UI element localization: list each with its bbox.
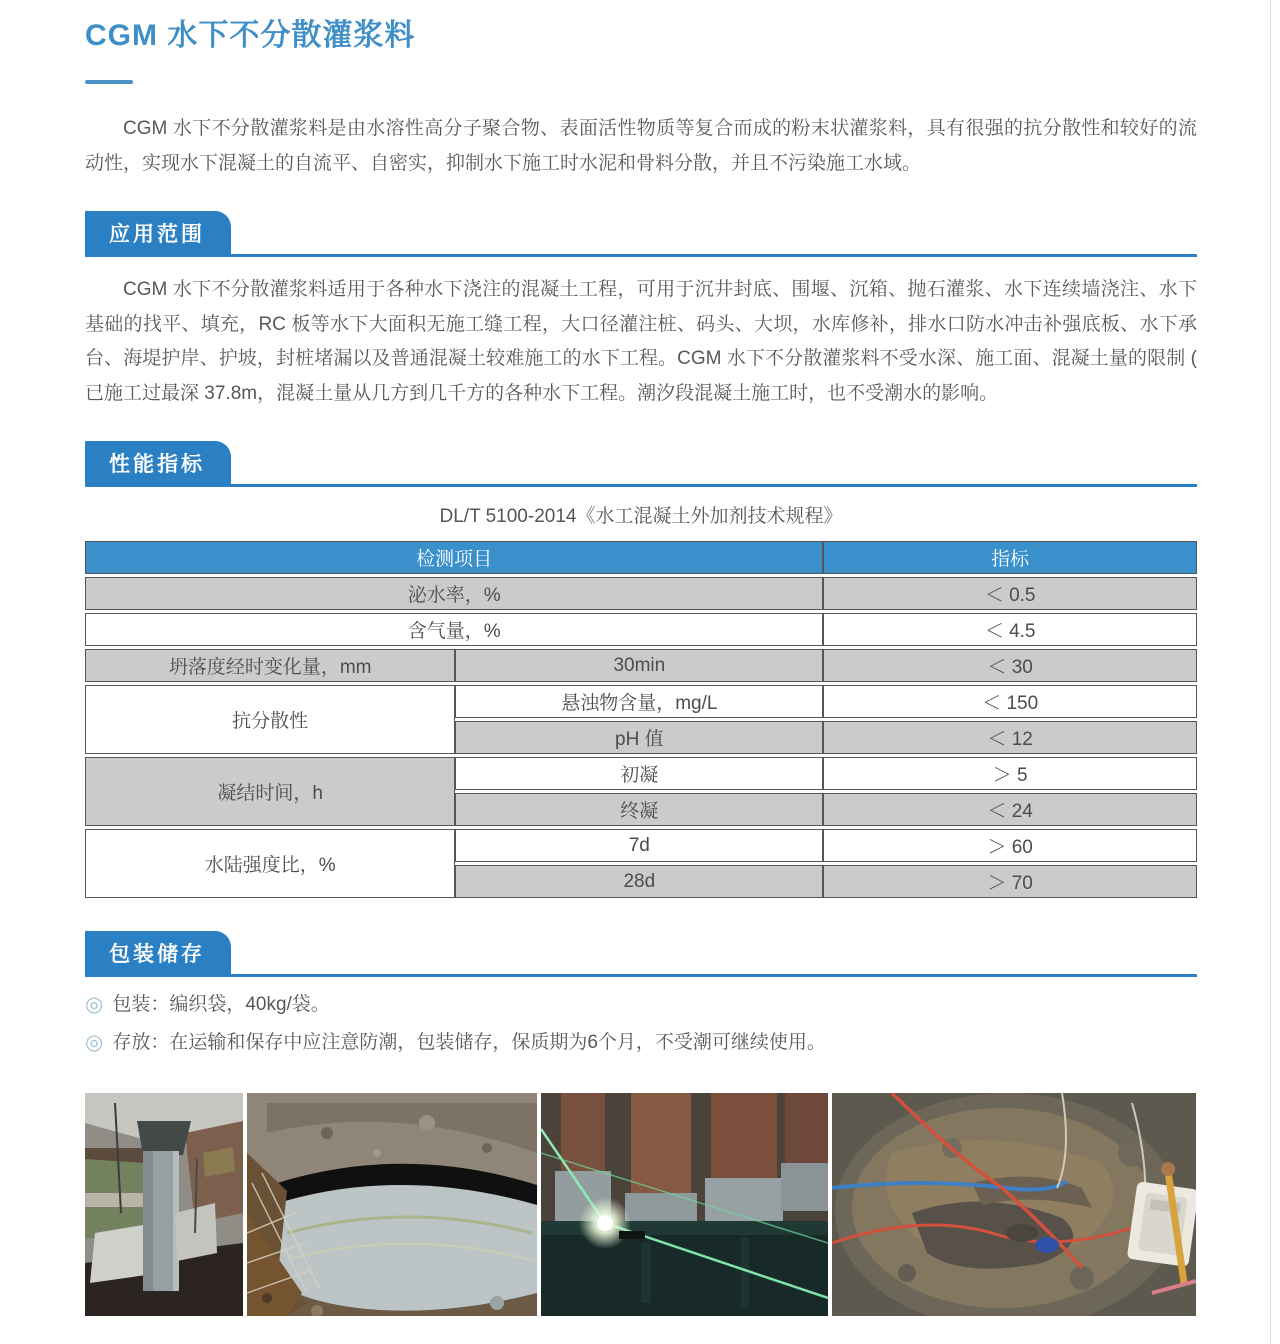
value-cell: ＜ 150	[823, 685, 1197, 718]
table-row	[85, 757, 1197, 790]
ring-bullet-icon: ◎	[85, 993, 104, 1017]
table-header-row	[85, 541, 1197, 574]
sub-item-cell: 7d	[455, 829, 823, 862]
section-heading-performance: 性能指标	[85, 441, 231, 484]
table-row	[85, 649, 1197, 682]
standard-reference: DL/T 5100-2014《水工混凝土外加剂技术规程》	[439, 506, 843, 528]
column-header-item: 检测项目	[85, 541, 823, 574]
ring-bullet-icon: ◎	[85, 1030, 104, 1054]
value-cell: ＞ 5	[823, 757, 1197, 790]
column-header-value: 指标	[823, 541, 1197, 574]
value-cell: ＜ 12	[823, 721, 1197, 754]
underwater-piers-laser-photo	[541, 1093, 828, 1316]
value-cell: ＜ 0.5	[823, 577, 1197, 610]
sub-item-cell: 初凝	[455, 757, 823, 790]
sub-item-cell: pH 值	[455, 721, 823, 754]
page-right-edge-line	[1270, 0, 1271, 1344]
value-cell: ＜ 30	[823, 649, 1197, 682]
section-packaging	[85, 931, 1197, 1057]
item-cell: 坍落度经时变化量，mm	[85, 649, 455, 682]
value-cell: ＜ 4.5	[823, 613, 1197, 646]
sub-item-cell: 30min	[455, 649, 823, 682]
value-cell: ＞ 70	[823, 865, 1197, 898]
document-page	[85, 0, 1197, 1316]
table-row	[85, 613, 1197, 646]
item-cell: 泌水率，%	[85, 577, 823, 610]
table-row	[85, 577, 1197, 610]
section-rule	[85, 974, 1197, 977]
value-cell: ＜ 24	[823, 793, 1197, 826]
pier-base-repair-photo	[247, 1093, 537, 1316]
section-performance	[85, 441, 1197, 901]
page-title: CGM 水下不分散灌浆料	[85, 19, 416, 52]
table-row	[85, 685, 1197, 718]
section-rule	[85, 484, 1197, 487]
list-item	[85, 991, 1197, 1020]
sub-item-cell: 28d	[455, 865, 823, 898]
intro-paragraph: CGM 水下不分散灌浆料是由水溶性高分子聚合物、表面活性物质等复合而成的粉末状灌浆料，具有很强的抗分散性和较好的流动性，实现水下混凝土的自流平、自密实，抑制水下施工时水泥和骨料分散，并且不污染施工水域。	[85, 118, 1197, 174]
value-cell: ＞ 60	[823, 829, 1197, 862]
title-underline-dash	[85, 80, 133, 84]
application-paragraph: CGM 水下不分散灌浆料适用于各种水下浇注的混凝土工程，可用于沉井封底、围堰、沉箱、抛石灌浆、水下连续墙浇注、水下基础的找平、填充，RC 板等水下大面积无施工缝工程，大口径灌注桩、码头、大坝，水库修补，排水口防水冲击补强底板、水下承台、海堤护岸、护坡，封桩堵漏以及普通混凝土较难施工的水下工程。CGM 水下不分散灌浆料不受水深、施工面、混凝土量的限制 ( 已施工过最深 37.8m，混凝土量从几方到几千方的各种水下工程。潮汐段混凝土施工时，也不受潮水的影响。	[85, 279, 1197, 404]
item-cell: 抗分散性	[85, 685, 455, 754]
item-cell: 凝结时间，h	[85, 757, 455, 826]
list-item	[85, 1029, 1197, 1058]
packaging-bullet-text: 包装：编织袋，40kg/袋。	[112, 994, 330, 1016]
section-application	[85, 211, 1197, 411]
sub-item-cell: 悬浊物含量，mg/L	[455, 685, 823, 718]
pier-column-construction-photo	[85, 1093, 243, 1316]
sub-item-cell: 终凝	[455, 793, 823, 826]
storage-bullet-text: 存放：在运输和保存中应注意防潮，包装储存，保质期为6个月，不受潮可继续使用。	[112, 1031, 826, 1053]
item-cell: 含气量，%	[85, 613, 823, 646]
performance-table	[85, 538, 1197, 901]
section-rule	[85, 254, 1197, 257]
table-row	[85, 829, 1197, 862]
section-heading-application: 应用范围	[85, 211, 231, 254]
photo-gallery	[85, 1093, 1197, 1316]
item-cell: 水陆强度比，%	[85, 829, 455, 898]
section-heading-packaging: 包装储存	[85, 931, 231, 974]
caisson-grouting-site-photo	[832, 1093, 1196, 1316]
